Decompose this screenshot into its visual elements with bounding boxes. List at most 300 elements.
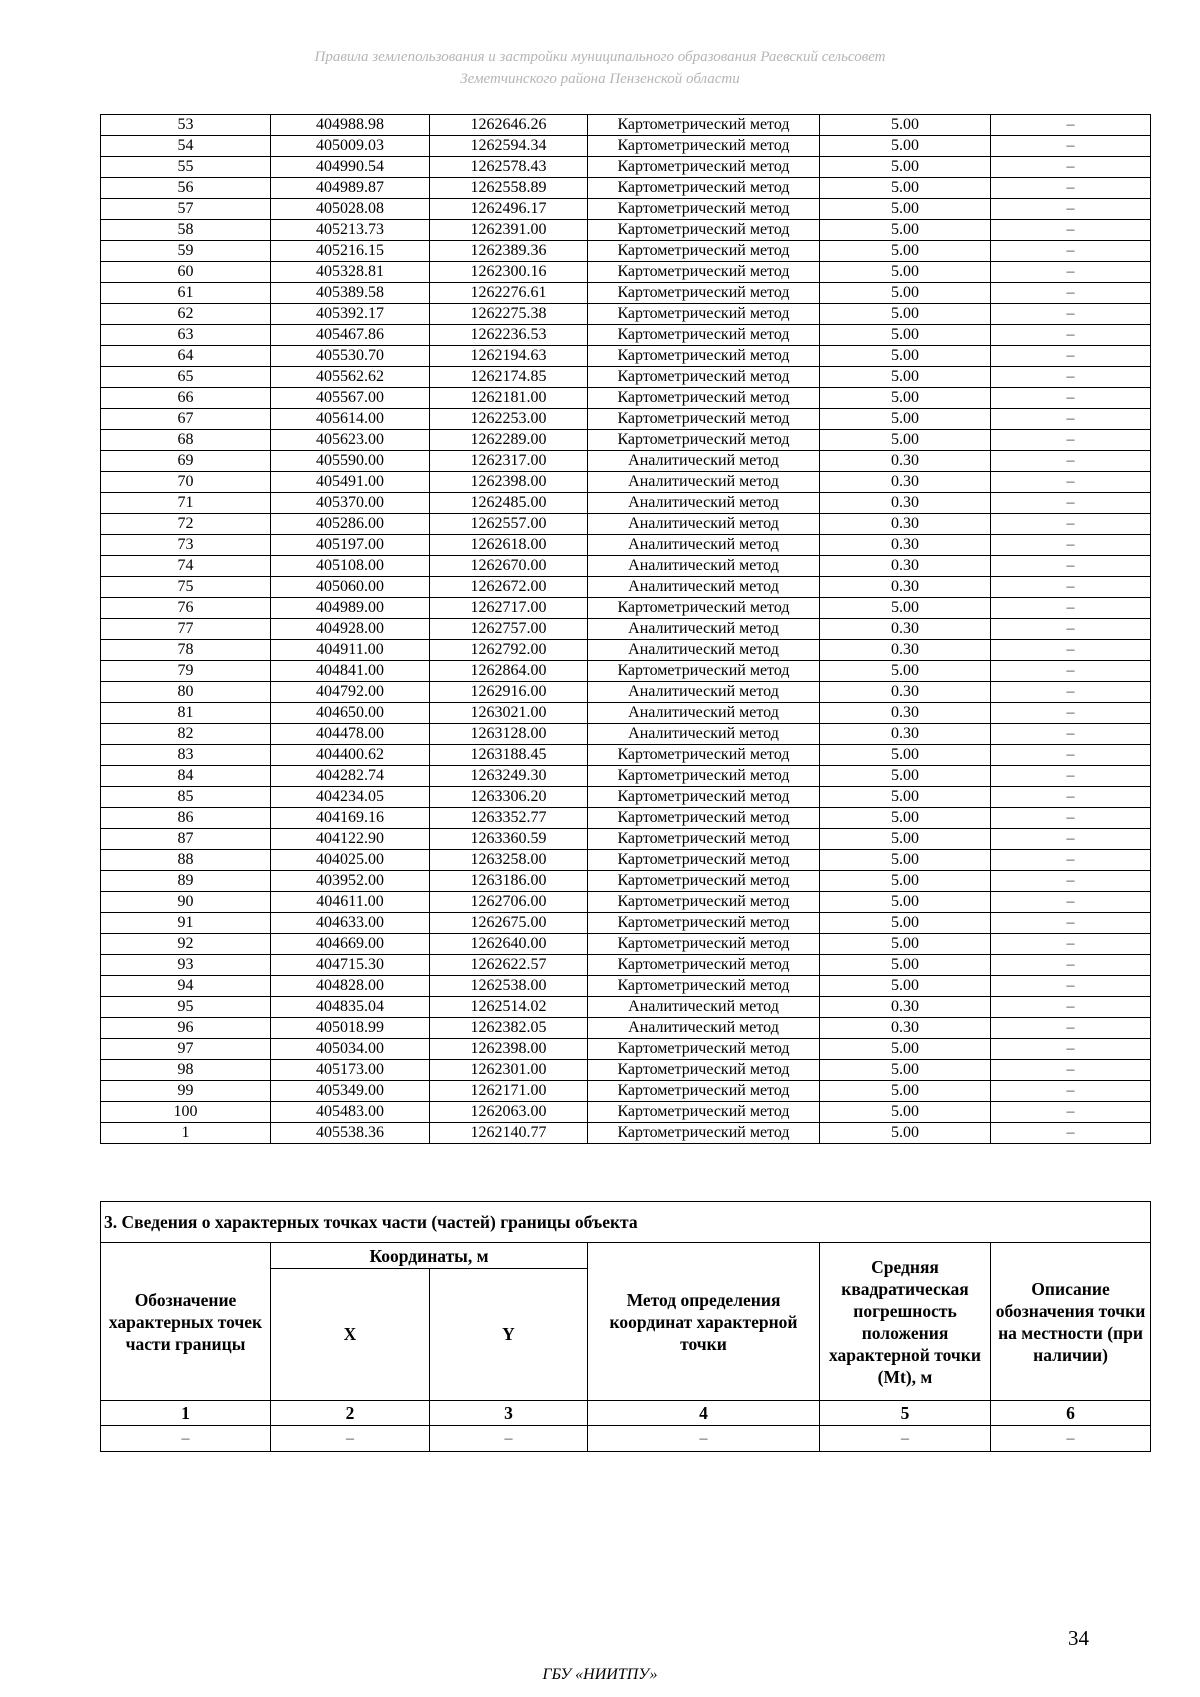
y-coordinate-cell: 1262496.17 <box>430 199 588 220</box>
point-number-cell: 99 <box>101 1081 271 1102</box>
point-number-cell: 89 <box>101 871 271 892</box>
header-method: Метод определения координат характерной точки <box>588 1243 820 1401</box>
mean-error-cell: 5.00 <box>820 115 991 136</box>
mean-error-cell: 0.30 <box>820 640 991 661</box>
mean-error-cell: 5.00 <box>820 346 991 367</box>
table-row <box>101 283 1151 304</box>
x-coordinate-cell: 404835.04 <box>271 997 430 1018</box>
description-cell: – <box>991 640 1151 661</box>
method-cell: Аналитический метод <box>588 703 820 724</box>
table-row <box>101 976 1151 997</box>
point-number-cell: 94 <box>101 976 271 997</box>
y-coordinate-cell: 1263188.45 <box>430 745 588 766</box>
table-row <box>101 409 1151 430</box>
mean-error-cell: 5.00 <box>820 1081 991 1102</box>
x-coordinate-cell: 404169.16 <box>271 808 430 829</box>
table-row <box>101 514 1151 535</box>
empty-cell: – <box>101 1426 271 1452</box>
method-cell: Картометрический метод <box>588 955 820 976</box>
y-coordinate-cell: 1263021.00 <box>430 703 588 724</box>
y-coordinate-cell: 1262181.00 <box>430 388 588 409</box>
method-cell: Картометрический метод <box>588 409 820 430</box>
point-number-cell: 78 <box>101 640 271 661</box>
x-coordinate-cell: 405614.00 <box>271 409 430 430</box>
method-cell: Картометрический метод <box>588 367 820 388</box>
mean-error-cell: 5.00 <box>820 1102 991 1123</box>
description-cell: – <box>991 1081 1151 1102</box>
x-coordinate-cell: 405370.00 <box>271 493 430 514</box>
description-cell: – <box>991 745 1151 766</box>
mean-error-cell: 0.30 <box>820 556 991 577</box>
point-number-cell: 81 <box>101 703 271 724</box>
table-row <box>101 1039 1151 1060</box>
description-cell: – <box>991 997 1151 1018</box>
method-cell: Картометрический метод <box>588 136 820 157</box>
point-number-cell: 61 <box>101 283 271 304</box>
x-coordinate-cell: 404025.00 <box>271 850 430 871</box>
table-row <box>101 325 1151 346</box>
x-coordinate-cell: 404988.98 <box>271 115 430 136</box>
table-row <box>101 829 1151 850</box>
x-coordinate-cell: 405483.00 <box>271 1102 430 1123</box>
description-cell: – <box>991 556 1151 577</box>
description-cell: – <box>991 199 1151 220</box>
boundary-points-body <box>101 115 1151 1144</box>
point-number-cell: 62 <box>101 304 271 325</box>
x-coordinate-cell: 405349.00 <box>271 1081 430 1102</box>
y-coordinate-cell: 1262538.00 <box>430 976 588 997</box>
y-coordinate-cell: 1262557.00 <box>430 514 588 535</box>
method-cell: Картометрический метод <box>588 388 820 409</box>
y-coordinate-cell: 1262317.00 <box>430 451 588 472</box>
table-row <box>101 493 1151 514</box>
x-coordinate-cell: 405491.00 <box>271 472 430 493</box>
table-row <box>101 556 1151 577</box>
method-cell: Картометрический метод <box>588 325 820 346</box>
table-row <box>101 703 1151 724</box>
point-number-cell: 77 <box>101 619 271 640</box>
x-coordinate-cell: 404911.00 <box>271 640 430 661</box>
mean-error-cell: 5.00 <box>820 178 991 199</box>
column-number: 4 <box>588 1401 820 1426</box>
mean-error-cell: 5.00 <box>820 871 991 892</box>
mean-error-cell: 0.30 <box>820 451 991 472</box>
description-cell: – <box>991 955 1151 976</box>
table-row <box>101 640 1151 661</box>
mean-error-cell: 5.00 <box>820 808 991 829</box>
table-row <box>101 724 1151 745</box>
table-row <box>101 682 1151 703</box>
y-coordinate-cell: 1262300.16 <box>430 262 588 283</box>
description-cell: – <box>991 1102 1151 1123</box>
y-coordinate-cell: 1262391.00 <box>430 220 588 241</box>
point-number-cell: 59 <box>101 241 271 262</box>
y-coordinate-cell: 1262646.26 <box>430 115 588 136</box>
x-coordinate-cell: 404282.74 <box>271 766 430 787</box>
y-coordinate-cell: 1262398.00 <box>430 472 588 493</box>
mean-error-cell: 0.30 <box>820 724 991 745</box>
x-coordinate-cell: 405108.00 <box>271 556 430 577</box>
description-cell: – <box>991 619 1151 640</box>
table-row <box>101 955 1151 976</box>
y-coordinate-cell: 1262672.00 <box>430 577 588 598</box>
header-mean-error: Средняя квадратическая погрешность положения характерной точки (Мt), м <box>820 1243 991 1401</box>
x-coordinate-cell: 405018.99 <box>271 1018 430 1039</box>
point-number-cell: 83 <box>101 745 271 766</box>
description-cell: – <box>991 136 1151 157</box>
point-number-cell: 92 <box>101 934 271 955</box>
description-cell: – <box>991 682 1151 703</box>
x-coordinate-cell: 405028.08 <box>271 199 430 220</box>
y-coordinate-cell: 1262275.38 <box>430 304 588 325</box>
description-cell: – <box>991 766 1151 787</box>
x-coordinate-cell: 405213.73 <box>271 220 430 241</box>
method-cell: Картометрический метод <box>588 766 820 787</box>
point-number-cell: 66 <box>101 388 271 409</box>
point-number-cell: 73 <box>101 535 271 556</box>
empty-cell: – <box>991 1426 1151 1452</box>
method-cell: Картометрический метод <box>588 1060 820 1081</box>
method-cell: Картометрический метод <box>588 598 820 619</box>
y-coordinate-cell: 1262194.63 <box>430 346 588 367</box>
table-row <box>101 1081 1151 1102</box>
mean-error-cell: 5.00 <box>820 1123 991 1144</box>
description-cell: – <box>991 241 1151 262</box>
mean-error-cell: 0.30 <box>820 472 991 493</box>
y-coordinate-cell: 1262485.00 <box>430 493 588 514</box>
method-cell: Аналитический метод <box>588 535 820 556</box>
point-number-cell: 71 <box>101 493 271 514</box>
description-cell: – <box>991 346 1151 367</box>
y-coordinate-cell: 1263249.30 <box>430 766 588 787</box>
table-row <box>101 850 1151 871</box>
x-coordinate-cell: 404611.00 <box>271 892 430 913</box>
x-coordinate-cell: 404828.00 <box>271 976 430 997</box>
mean-error-cell: 5.00 <box>820 598 991 619</box>
table-row <box>101 787 1151 808</box>
y-coordinate-cell: 1262289.00 <box>430 430 588 451</box>
description-cell: – <box>991 262 1151 283</box>
description-cell: – <box>991 325 1151 346</box>
mean-error-cell: 5.00 <box>820 1039 991 1060</box>
table-row <box>101 157 1151 178</box>
mean-error-cell: 5.00 <box>820 430 991 451</box>
point-number-cell: 87 <box>101 829 271 850</box>
point-number-cell: 93 <box>101 955 271 976</box>
method-cell: Картометрический метод <box>588 808 820 829</box>
mean-error-cell: 0.30 <box>820 577 991 598</box>
empty-cell: – <box>588 1426 820 1452</box>
y-coordinate-cell: 1262174.85 <box>430 367 588 388</box>
method-cell: Аналитический метод <box>588 724 820 745</box>
mean-error-cell: 0.30 <box>820 619 991 640</box>
y-coordinate-cell: 1262301.00 <box>430 1060 588 1081</box>
point-number-cell: 79 <box>101 661 271 682</box>
table-row <box>101 472 1151 493</box>
point-number-cell: 90 <box>101 892 271 913</box>
method-cell: Аналитический метод <box>588 514 820 535</box>
x-coordinate-cell: 405389.58 <box>271 283 430 304</box>
description-cell: – <box>991 430 1151 451</box>
mean-error-cell: 5.00 <box>820 304 991 325</box>
point-number-cell: 84 <box>101 766 271 787</box>
table-row <box>101 808 1151 829</box>
table-row <box>101 766 1151 787</box>
table-row <box>101 220 1151 241</box>
header-x: X <box>271 1269 430 1401</box>
method-cell: Картометрический метод <box>588 913 820 934</box>
mean-error-cell: 5.00 <box>820 388 991 409</box>
method-cell: Аналитический метод <box>588 493 820 514</box>
y-coordinate-cell: 1262171.00 <box>430 1081 588 1102</box>
y-coordinate-cell: 1262792.00 <box>430 640 588 661</box>
empty-cell: – <box>430 1426 588 1452</box>
description-cell: – <box>991 871 1151 892</box>
point-number-cell: 68 <box>101 430 271 451</box>
method-cell: Картометрический метод <box>588 934 820 955</box>
description-cell: – <box>991 388 1151 409</box>
mean-error-cell: 5.00 <box>820 409 991 430</box>
header-line-2: Земетчинского района Пензенской области <box>460 71 740 87</box>
empty-data-row <box>101 1426 1151 1452</box>
x-coordinate-cell: 405286.00 <box>271 514 430 535</box>
y-coordinate-cell: 1263306.20 <box>430 787 588 808</box>
description-cell: – <box>991 220 1151 241</box>
method-cell: Картометрический метод <box>588 178 820 199</box>
table-row <box>101 913 1151 934</box>
column-number: 2 <box>271 1401 430 1426</box>
x-coordinate-cell: 404650.00 <box>271 703 430 724</box>
method-cell: Картометрический метод <box>588 1123 820 1144</box>
table-row <box>101 598 1151 619</box>
description-cell: – <box>991 178 1151 199</box>
y-coordinate-cell: 1262618.00 <box>430 535 588 556</box>
method-cell: Картометрический метод <box>588 745 820 766</box>
description-cell: – <box>991 808 1151 829</box>
header-line-1: Правила землепользования и застройки муниципального образования Раевский сельсовет <box>314 49 886 65</box>
point-number-cell: 74 <box>101 556 271 577</box>
x-coordinate-cell: 404669.00 <box>271 934 430 955</box>
mean-error-cell: 5.00 <box>820 1060 991 1081</box>
mean-error-cell: 0.30 <box>820 682 991 703</box>
y-coordinate-cell: 1263258.00 <box>430 850 588 871</box>
y-coordinate-cell: 1262622.57 <box>430 955 588 976</box>
table-row <box>101 1102 1151 1123</box>
mean-error-cell: 5.00 <box>820 262 991 283</box>
description-cell: – <box>991 577 1151 598</box>
table-row <box>101 304 1151 325</box>
point-number-cell: 69 <box>101 451 271 472</box>
mean-error-cell: 5.00 <box>820 955 991 976</box>
method-cell: Картометрический метод <box>588 787 820 808</box>
x-coordinate-cell: 404122.90 <box>271 829 430 850</box>
table-row <box>101 661 1151 682</box>
x-coordinate-cell: 404792.00 <box>271 682 430 703</box>
x-coordinate-cell: 405567.00 <box>271 388 430 409</box>
table-row <box>101 199 1151 220</box>
mean-error-cell: 0.30 <box>820 493 991 514</box>
table-row <box>101 934 1151 955</box>
table-row <box>101 997 1151 1018</box>
mean-error-cell: 5.00 <box>820 745 991 766</box>
mean-error-cell: 0.30 <box>820 997 991 1018</box>
section3-table <box>100 1201 1151 1452</box>
y-coordinate-cell: 1262864.00 <box>430 661 588 682</box>
y-coordinate-cell: 1263360.59 <box>430 829 588 850</box>
mean-error-cell: 5.00 <box>820 283 991 304</box>
point-number-cell: 56 <box>101 178 271 199</box>
method-cell: Картометрический метод <box>588 157 820 178</box>
table-row <box>101 1060 1151 1081</box>
footer-organization: ГБУ «НИИТПУ» <box>542 1666 658 1683</box>
description-cell: – <box>991 724 1151 745</box>
y-coordinate-cell: 1262757.00 <box>430 619 588 640</box>
table-row <box>101 535 1151 556</box>
point-number-cell: 1 <box>101 1123 271 1144</box>
method-cell: Картометрический метод <box>588 871 820 892</box>
y-coordinate-cell: 1262382.05 <box>430 1018 588 1039</box>
method-cell: Картометрический метод <box>588 241 820 262</box>
x-coordinate-cell: 405060.00 <box>271 577 430 598</box>
description-cell: – <box>991 535 1151 556</box>
table-row <box>101 178 1151 199</box>
method-cell: Картометрический метод <box>588 262 820 283</box>
point-number-cell: 95 <box>101 997 271 1018</box>
y-coordinate-cell: 1262594.34 <box>430 136 588 157</box>
x-coordinate-cell: 405562.62 <box>271 367 430 388</box>
y-coordinate-cell: 1262398.00 <box>430 1039 588 1060</box>
mean-error-cell: 0.30 <box>820 514 991 535</box>
method-cell: Аналитический метод <box>588 682 820 703</box>
description-cell: – <box>991 787 1151 808</box>
x-coordinate-cell: 405392.17 <box>271 304 430 325</box>
description-cell: – <box>991 1123 1151 1144</box>
table-row <box>101 136 1151 157</box>
method-cell: Картометрический метод <box>588 346 820 367</box>
mean-error-cell: 5.00 <box>820 199 991 220</box>
point-number-cell: 100 <box>101 1102 271 1123</box>
description-cell: – <box>991 367 1151 388</box>
method-cell: Аналитический метод <box>588 1018 820 1039</box>
table-row <box>101 346 1151 367</box>
mean-error-cell: 5.00 <box>820 241 991 262</box>
description-cell: – <box>991 283 1151 304</box>
x-coordinate-cell: 405623.00 <box>271 430 430 451</box>
y-coordinate-cell: 1262253.00 <box>430 409 588 430</box>
method-cell: Картометрический метод <box>588 115 820 136</box>
y-coordinate-cell: 1263186.00 <box>430 871 588 892</box>
mean-error-cell: 5.00 <box>820 157 991 178</box>
table-row <box>101 1018 1151 1039</box>
method-cell: Аналитический метод <box>588 472 820 493</box>
table-row <box>101 388 1151 409</box>
mean-error-cell: 5.00 <box>820 220 991 241</box>
x-coordinate-cell: 403952.00 <box>271 871 430 892</box>
x-coordinate-cell: 404234.05 <box>271 787 430 808</box>
method-cell: Картометрический метод <box>588 1102 820 1123</box>
mean-error-cell: 0.30 <box>820 1018 991 1039</box>
mean-error-cell: 5.00 <box>820 136 991 157</box>
x-coordinate-cell: 404990.54 <box>271 157 430 178</box>
page-number: 34 <box>1068 1626 1089 1650</box>
y-coordinate-cell: 1262236.53 <box>430 325 588 346</box>
method-cell: Картометрический метод <box>588 976 820 997</box>
x-coordinate-cell: 404633.00 <box>271 913 430 934</box>
y-coordinate-cell: 1262276.61 <box>430 283 588 304</box>
column-numbers-row <box>101 1401 1151 1426</box>
mean-error-cell: 0.30 <box>820 703 991 724</box>
method-cell: Аналитический метод <box>588 997 820 1018</box>
mean-error-cell: 5.00 <box>820 325 991 346</box>
table-row <box>101 577 1151 598</box>
header-point-description: Описание обозначения точки на местности (при наличии) <box>991 1243 1151 1401</box>
method-cell: Картометрический метод <box>588 199 820 220</box>
method-cell: Картометрический метод <box>588 220 820 241</box>
description-cell: – <box>991 304 1151 325</box>
point-number-cell: 64 <box>101 346 271 367</box>
mean-error-cell: 5.00 <box>820 766 991 787</box>
y-coordinate-cell: 1262140.77 <box>430 1123 588 1144</box>
x-coordinate-cell: 405538.36 <box>271 1123 430 1144</box>
x-coordinate-cell: 404841.00 <box>271 661 430 682</box>
description-cell: – <box>991 934 1151 955</box>
method-cell: Картометрический метод <box>588 304 820 325</box>
y-coordinate-cell: 1262675.00 <box>430 913 588 934</box>
table-row <box>101 871 1151 892</box>
point-number-cell: 57 <box>101 199 271 220</box>
header-coordinates: Координаты, м <box>271 1243 588 1269</box>
description-cell: – <box>991 913 1151 934</box>
method-cell: Картометрический метод <box>588 892 820 913</box>
point-number-cell: 75 <box>101 577 271 598</box>
column-number: 1 <box>101 1401 271 1426</box>
x-coordinate-cell: 405009.03 <box>271 136 430 157</box>
description-cell: – <box>991 115 1151 136</box>
mean-error-cell: 5.00 <box>820 892 991 913</box>
header-point-designation: Обозначение характерных точек части границы <box>101 1243 271 1401</box>
y-coordinate-cell: 1263128.00 <box>430 724 588 745</box>
method-cell: Аналитический метод <box>588 619 820 640</box>
x-coordinate-cell: 404715.30 <box>271 955 430 976</box>
description-cell: – <box>991 451 1151 472</box>
column-number: 3 <box>430 1401 588 1426</box>
section3-title: 3. Сведения о характерных точках части (частей) границы объекта <box>101 1202 1151 1243</box>
description-cell: – <box>991 409 1151 430</box>
y-coordinate-cell: 1262916.00 <box>430 682 588 703</box>
boundary-points-table <box>100 114 1151 1144</box>
mean-error-cell: 5.00 <box>820 976 991 997</box>
y-coordinate-cell: 1262558.89 <box>430 178 588 199</box>
description-cell: – <box>991 157 1151 178</box>
point-number-cell: 98 <box>101 1060 271 1081</box>
table-row <box>101 619 1151 640</box>
method-cell: Картометрический метод <box>588 430 820 451</box>
x-coordinate-cell: 404400.62 <box>271 745 430 766</box>
table-row <box>101 892 1151 913</box>
mean-error-cell: 5.00 <box>820 913 991 934</box>
y-coordinate-cell: 1262578.43 <box>430 157 588 178</box>
point-number-cell: 97 <box>101 1039 271 1060</box>
point-number-cell: 72 <box>101 514 271 535</box>
x-coordinate-cell: 404989.87 <box>271 178 430 199</box>
x-coordinate-cell: 405467.86 <box>271 325 430 346</box>
table-row <box>101 262 1151 283</box>
y-coordinate-cell: 1262670.00 <box>430 556 588 577</box>
x-coordinate-cell: 405590.00 <box>271 451 430 472</box>
x-coordinate-cell: 404989.00 <box>271 598 430 619</box>
y-coordinate-cell: 1263352.77 <box>430 808 588 829</box>
description-cell: – <box>991 1018 1151 1039</box>
